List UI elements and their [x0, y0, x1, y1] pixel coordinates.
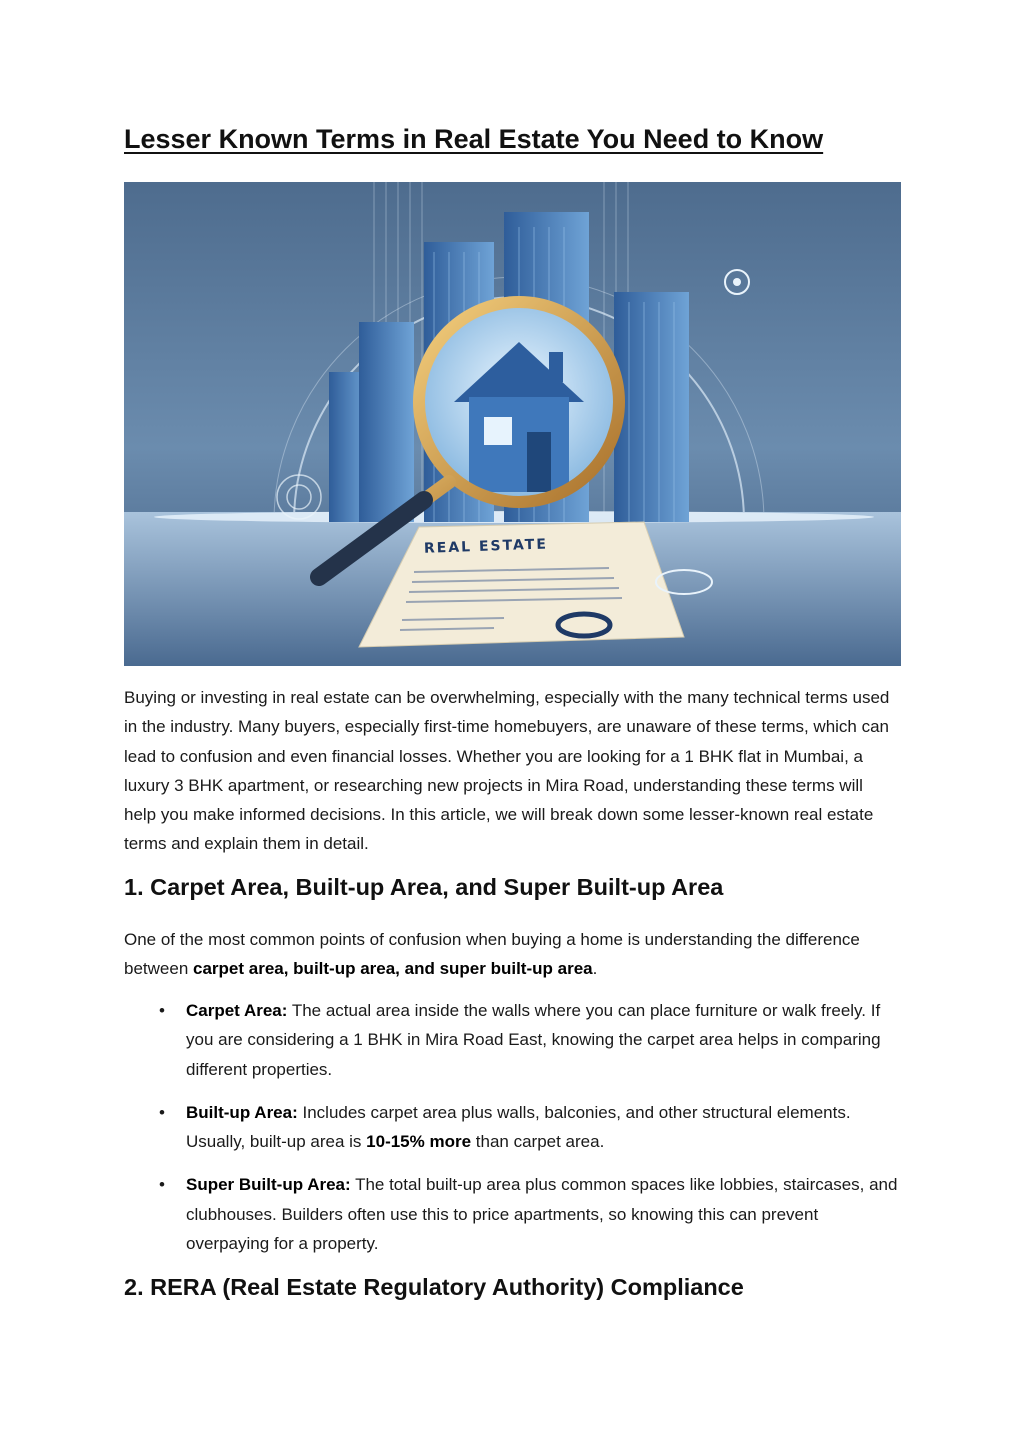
bullet-icon: • — [159, 1175, 165, 1195]
hero-image — [124, 182, 901, 666]
section-heading-carpet-area: 1. Carpet Area, Built-up Area, and Super Built-up Area — [124, 874, 724, 900]
list-item-carpet-area — [159, 996, 898, 1084]
hero-illustration — [124, 182, 901, 666]
term-description-end: than carpet area. — [471, 1132, 605, 1152]
section-heading-rera: 2. RERA (Real Estate Regulatory Authority) Compliance — [124, 1274, 744, 1300]
term-highlight: 10-15% more — [366, 1132, 472, 1152]
intro-paragraph: Buying or investing in real estate can be overwhelming, especially with the many technical terms used in the industry. Many buyers, especially first-time homebuyers, are unaware of these terms, which can lead to confusion and even financial losses. Whether you are looking for a 1 BHK flat in Mumbai, a luxury 3 BHK apartment, or researching new projects in Mira Road, understanding these terms will help you make informed decisions. In this article, we will break down some lesser-known real estate terms and explain them in detail. — [124, 688, 890, 854]
term-label: Carpet Area: — [186, 1001, 288, 1020]
term-description: Includes carpet area plus walls, balconies, and other structural elements. Usually, built-up area is — [186, 1102, 851, 1152]
term-label: Built-up Area: — [186, 1102, 298, 1122]
bullet-icon: • — [159, 1102, 165, 1122]
list-item-built-up-area — [159, 1098, 898, 1157]
paragraph-bold-text: carpet area, built-up area, and super built-up area — [193, 959, 593, 979]
terms-list — [159, 996, 898, 1258]
term-description: The total built-up area plus common spaces like lobbies, staircases, and clubhouses. Builders often use this to price apartments, so knowing this can prevent overpaying for a property. — [186, 1175, 898, 1254]
hero-sign-text: REAL ESTATE — [423, 536, 549, 557]
paragraph-text-end: . — [592, 959, 598, 979]
bullet-icon: • — [159, 1001, 165, 1020]
term-label: Super Built-up Area: — [186, 1175, 351, 1195]
section-paragraph-carpet-area — [124, 925, 894, 984]
term-description: The actual area inside the walls where you can place furniture or walk freely. If you are considering a 1 BHK in Mira Road East, knowing the carpet area helps in comparing different properties. — [186, 1001, 881, 1079]
list-item-super-built-up-area — [159, 1170, 898, 1258]
paragraph-text: One of the most common points of confusion when buying a home is understanding the difference between — [124, 930, 860, 979]
article-title: Lesser Known Terms in Real Estate You Need to Know — [124, 124, 824, 154]
